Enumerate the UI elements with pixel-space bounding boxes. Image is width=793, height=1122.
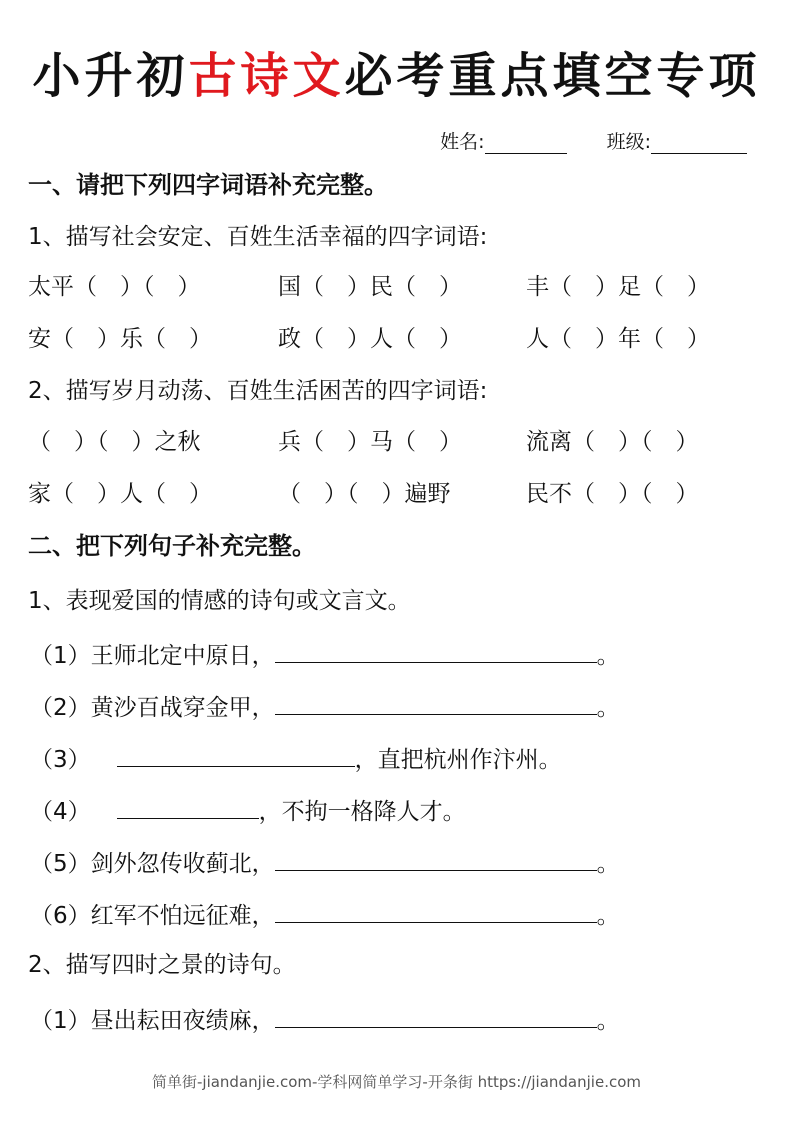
item-after: 。: [596, 1008, 620, 1034]
student-info: [440, 130, 747, 154]
item-number: （3）: [30, 747, 91, 773]
name-blank[interactable]: [485, 131, 567, 154]
title-red-highlight: 古诗文: [188, 48, 345, 104]
word-cell: 流离（ ）（ ）: [526, 429, 699, 455]
page-title: [0, 44, 793, 108]
answer-blank[interactable]: [275, 690, 597, 715]
item-before: 昼出耘田夜绩麻，: [90, 1008, 275, 1034]
item-number: （1）: [30, 1008, 91, 1034]
answer-blank[interactable]: [275, 846, 597, 871]
word-cell: 丰（ ）足（ ）: [526, 274, 710, 300]
word-cell: （ ）（ ）之秋: [28, 429, 201, 455]
name-label: 姓名:: [440, 131, 485, 153]
title-black-right: 必考重点填空专项: [344, 48, 761, 104]
item-after: 。: [596, 695, 620, 721]
answer-blank[interactable]: [275, 1003, 597, 1028]
item-after: 。: [596, 903, 620, 929]
section2-q2: 2、描写四时之景的诗句。: [28, 952, 296, 978]
section1-heading: 一、请把下列四字词语补充完整。: [28, 171, 388, 199]
item-number: （2）: [30, 695, 91, 721]
fill-item-3: [30, 742, 562, 775]
title-black-left: 小升初: [32, 48, 189, 104]
fill-item-2: [30, 690, 620, 723]
word-cell: 政（ ）人（ ）: [278, 326, 462, 352]
item-before: 黄沙百战穿金甲，: [90, 695, 275, 721]
word-cell: （ ）（ ）遍野: [278, 481, 451, 507]
word-cell: 安（ ）乐（ ）: [28, 326, 212, 352]
word-cell: 家（ ）人（ ）: [28, 481, 212, 507]
item-before: 红军不怕远征难，: [90, 903, 275, 929]
item-number: （1）: [30, 643, 91, 669]
fill-item-7: [30, 1003, 620, 1036]
item-number: （6）: [30, 903, 91, 929]
word-cell: 民不（ ）（ ）: [526, 481, 699, 507]
item-after: 。: [596, 643, 620, 669]
section2-q1: 1、表现爱国的情感的诗句或文言文。: [28, 588, 411, 614]
item-before: 剑外忽传收蓟北，: [90, 851, 275, 877]
item-number: （5）: [30, 851, 91, 877]
section2-heading: 二、把下列句子补充完整。: [28, 532, 316, 560]
item-after: 。: [596, 851, 620, 877]
answer-blank[interactable]: [117, 742, 355, 767]
item-after: ，直把杭州作汴州。: [354, 747, 562, 773]
answer-blank[interactable]: [117, 794, 259, 819]
word-cell: 太平（ ）（ ）: [28, 274, 201, 300]
answer-blank[interactable]: [275, 638, 597, 663]
item-number: （4）: [30, 799, 91, 825]
class-blank[interactable]: [651, 131, 747, 154]
class-label: 班级:: [606, 131, 651, 153]
fill-item-5: [30, 846, 620, 879]
footer-watermark: 简单街-jiandanjie.com-学科网简单学习-开条街 https://jiandanjie.com: [151, 1073, 642, 1091]
answer-blank[interactable]: [275, 898, 597, 923]
fill-item-4: [30, 794, 466, 827]
word-cell: 人（ ）年（ ）: [526, 326, 710, 352]
item-after: ，不拘一格降人才。: [258, 799, 466, 825]
word-cell: 兵（ ）马（ ）: [278, 429, 462, 455]
section1-q2: 2、描写岁月动荡、百姓生活困苦的四字词语:: [28, 378, 488, 404]
fill-item-1: [30, 638, 620, 671]
item-before: 王师北定中原日，: [90, 643, 275, 669]
fill-item-6: [30, 898, 620, 931]
word-cell: 国（ ）民（ ）: [278, 274, 462, 300]
section1-q1: 1、描写社会安定、百姓生活幸福的四字词语:: [28, 224, 488, 250]
